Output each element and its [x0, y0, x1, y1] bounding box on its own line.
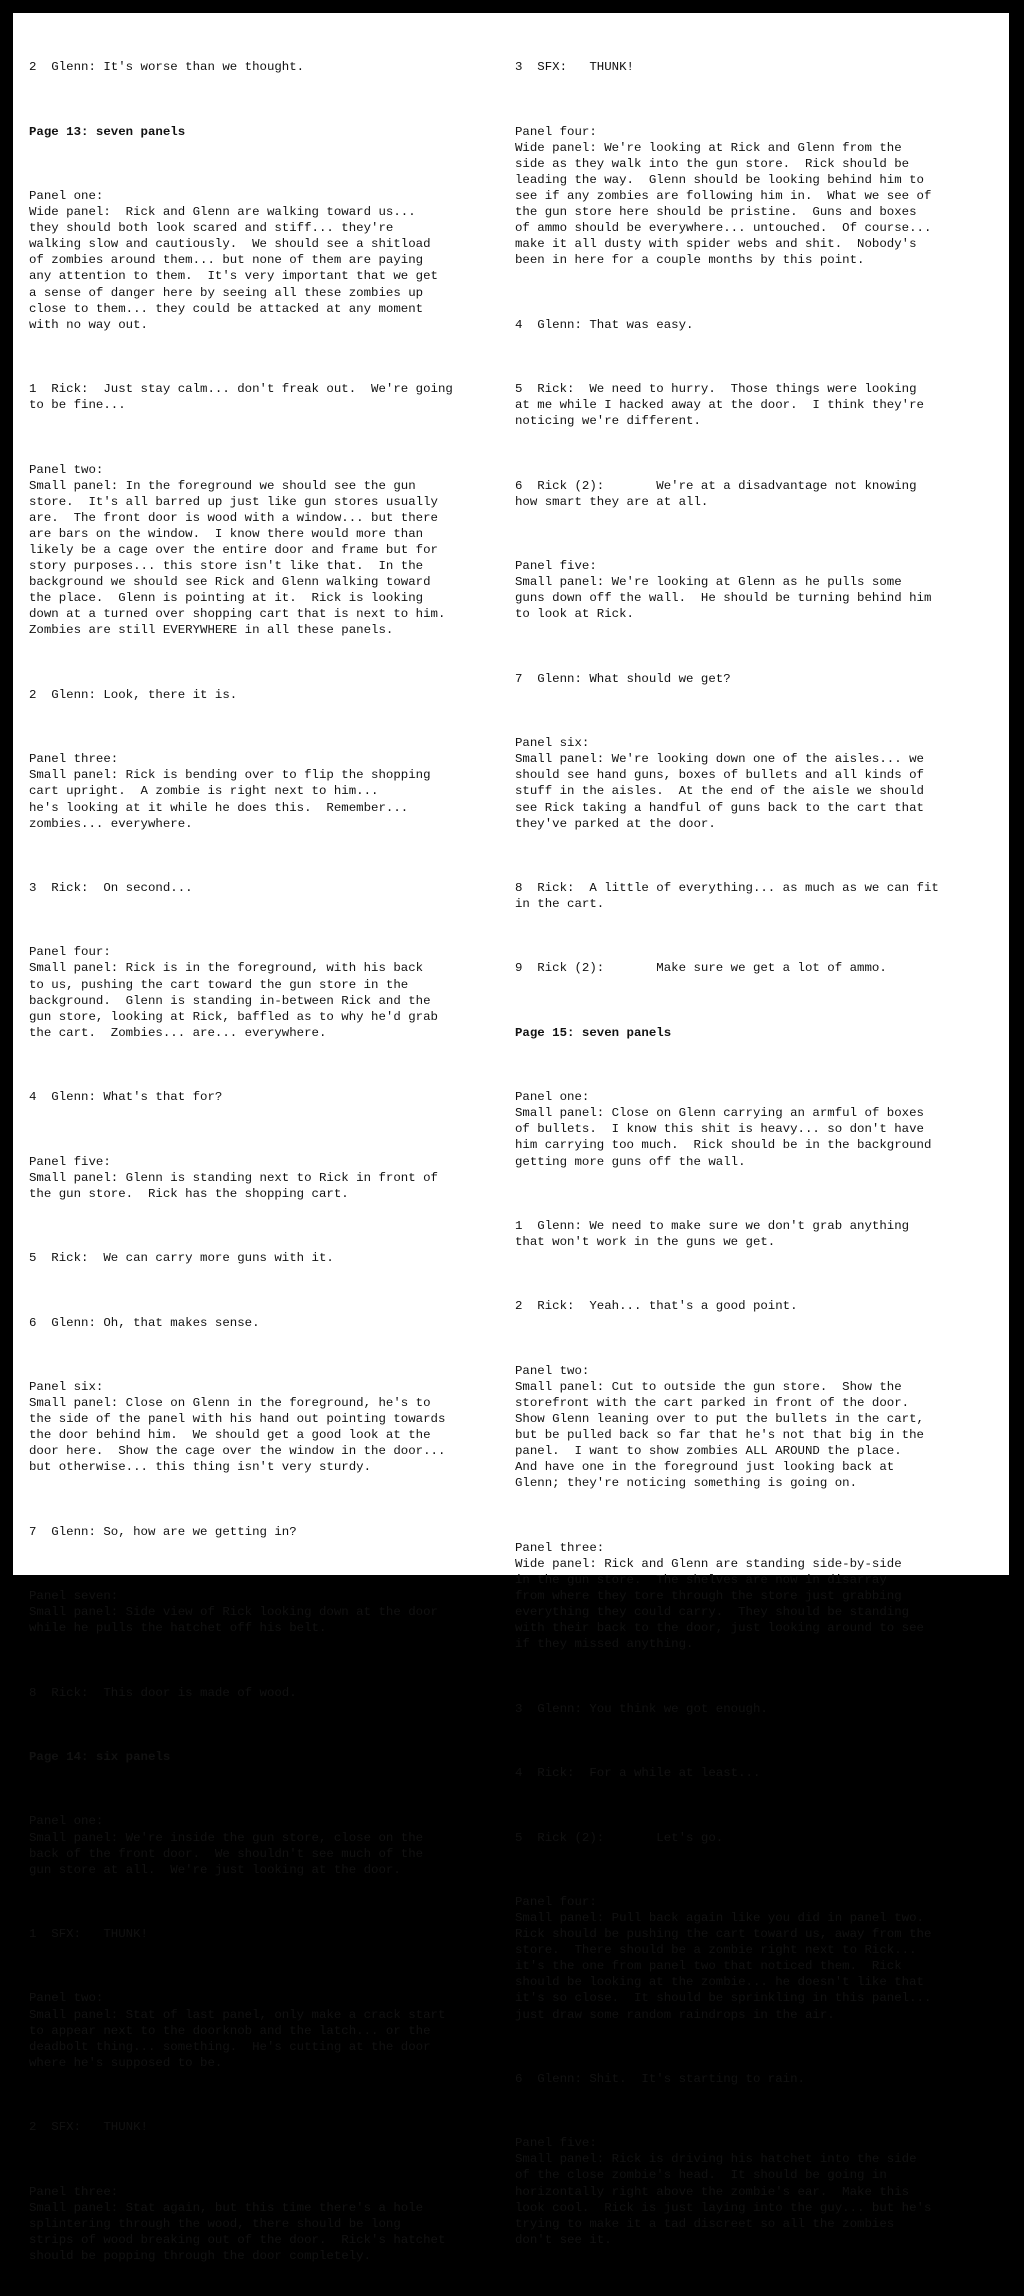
panel-description: Panel two: Small panel: Stat of last panel, only make a crack start to appear next to the doorknob and the latch... or the deadbolt thing... something. He's cutting at the door where he's supposed to be. — [29, 1991, 446, 2070]
dialogue-line: 1 Glenn: We need to make sure we don't grab anything that won't work in the guns we get. — [515, 1218, 910, 1250]
panel-description: Panel one: Small panel: We're inside the gun store, close on the back of the front door. We shouldn't see much of the gun store at all. We're just looking at the door. — [29, 1814, 424, 1877]
dialogue-line: 2 Glenn: It's worse than we thought. — [29, 60, 305, 75]
panel-description: Panel four: Small panel: Rick is in the foreground, with his back to us, pushing the cart toward the gun store in the background. Glenn is standing in-between Rick and the gun store, looking at Rick, baffled as to why he'd grab the cart. Zombies... are... everywhere. — [29, 945, 438, 1040]
dialogue-line: 6 Glenn: Oh, that makes sense. — [29, 1315, 260, 1330]
panel-description: Panel five: Small panel: Rick is driving his hatchet into the side of the close zombie's head. It should be going in horizontally right above the zombie's ear. Make this look cool. Rick is just laying into the guy... but he's trying to make it a tad discreet so all the zombies don't see it. — [515, 2136, 932, 2247]
panel-description: Panel six: Small panel: We're looking down one of the aisles... we should see hand guns, boxes of bullets and all kinds of stuff in the aisles. At the end of the aisle we should see Rick taking a handful of guns back to the cart that they've parked at the door. — [515, 736, 924, 831]
dialogue-line: 3 Rick: On second... — [29, 880, 193, 895]
panel-description: Panel two: Small panel: In the foreground we should see the gun store. It's all barred up just like gun stores usually are. The front door is wood with a window... but there are bars on the window. I know there would more than likely be a cage over the entire door and frame but for story purposes... this store isn't like that. In the background we should see Rick and Glenn walking toward the place. Glenn is pointing at it. Rick is looking down at a turned over shopping cart that is next to him. Zombies are still EVERYWHERE in all these panels. — [29, 462, 446, 638]
dialogue-line: 8 Rick: A little of everything... as much as we can fit in the cart. — [515, 880, 939, 912]
sfx-line: 3 SFX: THUNK! — [515, 60, 634, 75]
dialogue-line: 8 Rick: This door is made of wood. — [29, 1685, 297, 1700]
panel-description: Panel three: Small panel: Rick is bending over to flip the shopping cart upright. A zombie is right next to him... he's looking at it while he does this. Remember... zombies... everywhere. — [29, 752, 431, 831]
panel-description: Panel four: Small panel: Pull back again like you did in panel two. Rick should be pushing the cart toward us, away from the store. There should be a zombie right next to Rick... it's the one from panel two that noticed them. Rick should be looking at the zombie... he doesn't like that it's so close. It should be sprinkling in this panel... just draw some random raindrops in the air. — [515, 1894, 932, 2022]
panel-description: Panel one: Small panel: Close on Glenn carrying an armful of boxes of bullets. I know this shit is heavy... so don't have him carrying too much. Rick should be in the background getting more guns off the wall. — [515, 1090, 932, 1169]
sfx-line: 1 SFX: THUNK! — [29, 1927, 148, 1942]
dialogue-line: 7 Glenn: What should we get? — [515, 671, 731, 686]
dialogue-line: 6 Glenn: Shit. It's starting to rain. — [515, 2071, 805, 2086]
sfx-line: 2 SFX: THUNK! — [29, 2120, 148, 2135]
panel-description: Panel six: Small panel: Close on Glenn in the foreground, he's to the side of the panel with his hand out pointing towards the door behind him. We should get a good look at the door here. Show the cage over the window in the door... but otherwise... this thing isn't very sturdy. — [29, 1379, 446, 1475]
panel-description: Panel two: Small panel: Cut to outside the gun store. Show the storefront with the cart parked in front of the door. Show Glenn leaning over to put the bullets in the cart, but be pulled back so far that he's not that big in the panel. I want to show zombies ALL AROUND the place. And have one in the foreground just looking back at Glenn; they're noticing something is going on. — [515, 1363, 924, 1491]
right-column — [515, 27, 983, 2280]
dialogue-line: 9 Rick (2): Make sure we get a lot of ammo. — [515, 961, 887, 976]
dialogue-line: 2 Glenn: Look, there it is. — [29, 687, 238, 702]
dialogue-line: 5 Rick: We can carry more guns with it. — [29, 1251, 334, 1266]
panel-description: Panel three: Small panel: Stat again, but this time there's a hole splintering through the wood, there should be long strips of wood breaking out of the door. Rick's hatchet should be popping through the door completely. — [29, 2184, 446, 2263]
page-heading: Page 15: seven panels — [515, 1025, 672, 1040]
dialogue-line: 4 Glenn: That was easy. — [515, 317, 694, 332]
panel-description: Panel five: Small panel: We're looking at Glenn as he pulls some guns down off the wall. He should be turning behind him to look at Rick. — [515, 559, 932, 622]
dialogue-line: 6 Rick (2): We're at a disadvantage not knowing how smart they are at all. — [515, 478, 917, 509]
dialogue-line: 4 Glenn: What's that for? — [29, 1090, 223, 1105]
dialogue-line: 7 Glenn: So, how are we getting in? — [29, 1524, 297, 1539]
page-heading: Page 13: seven panels — [29, 124, 186, 139]
panel-description: Panel one: Wide panel: Rick and Glenn are walking toward us... they should both look scared and stiff... they're walking slow and cautiously. We should see a shitload of zombies around them... but none of them are paying any attention to them. It's very important that we get a sense of danger here by seeing all these zombies up close to them... they could be attacked at any moment with no way out. — [29, 188, 438, 332]
dialogue-line: 5 Rick: We need to hurry. Those things were looking at me while I hacked away at the door. I think they're noticing we're different. — [515, 382, 924, 429]
panel-description: Panel three: Wide panel: Rick and Glenn are standing side-by-side in the gun store. The shelves are now in disarray from where they tore through the store just grabbing everything they could carry. They should be standing with their back to the door, just looking around to see if they missed anything. — [515, 1540, 924, 1652]
dialogue-line: 5 Rick (2): Let's go. — [515, 1830, 724, 1845]
dialogue-line: 3 Glenn: You think we got enough. — [515, 1701, 768, 1716]
panel-description: Panel four: Wide panel: We're looking at Rick and Glenn from the side as they walk into the gun store. Rick should be leading the way. Glenn should be looking behind him to see if any zombies are following him in. What we see of the gun store here should be pristine. Guns and boxes of ammo should be everywhere... untouched. Of course... make it all dusty with spider webs and shit. Nobody's been in here for a couple months by this point. — [515, 124, 932, 268]
dialogue-line: 2 Rick: Yeah... that's a good point. — [515, 1299, 798, 1314]
dialogue-line: 1 Rick: Just stay calm... don't freak out. We're going to be fine... — [29, 382, 453, 413]
panel-description: Panel five: Small panel: Glenn is standing next to Rick in front of the gun store. Rick has the shopping cart. — [29, 1154, 438, 1201]
dialogue-line: 4 Rick: For a while at least... — [515, 1766, 761, 1781]
left-column — [29, 27, 497, 2296]
script-page — [13, 13, 1009, 2263]
panel-description: Panel seven: Small panel: Side view of Rick looking down at the door while he pulls the hatchet off his belt. — [29, 1589, 438, 1636]
page-heading: Page 14: six panels — [29, 1750, 171, 1765]
